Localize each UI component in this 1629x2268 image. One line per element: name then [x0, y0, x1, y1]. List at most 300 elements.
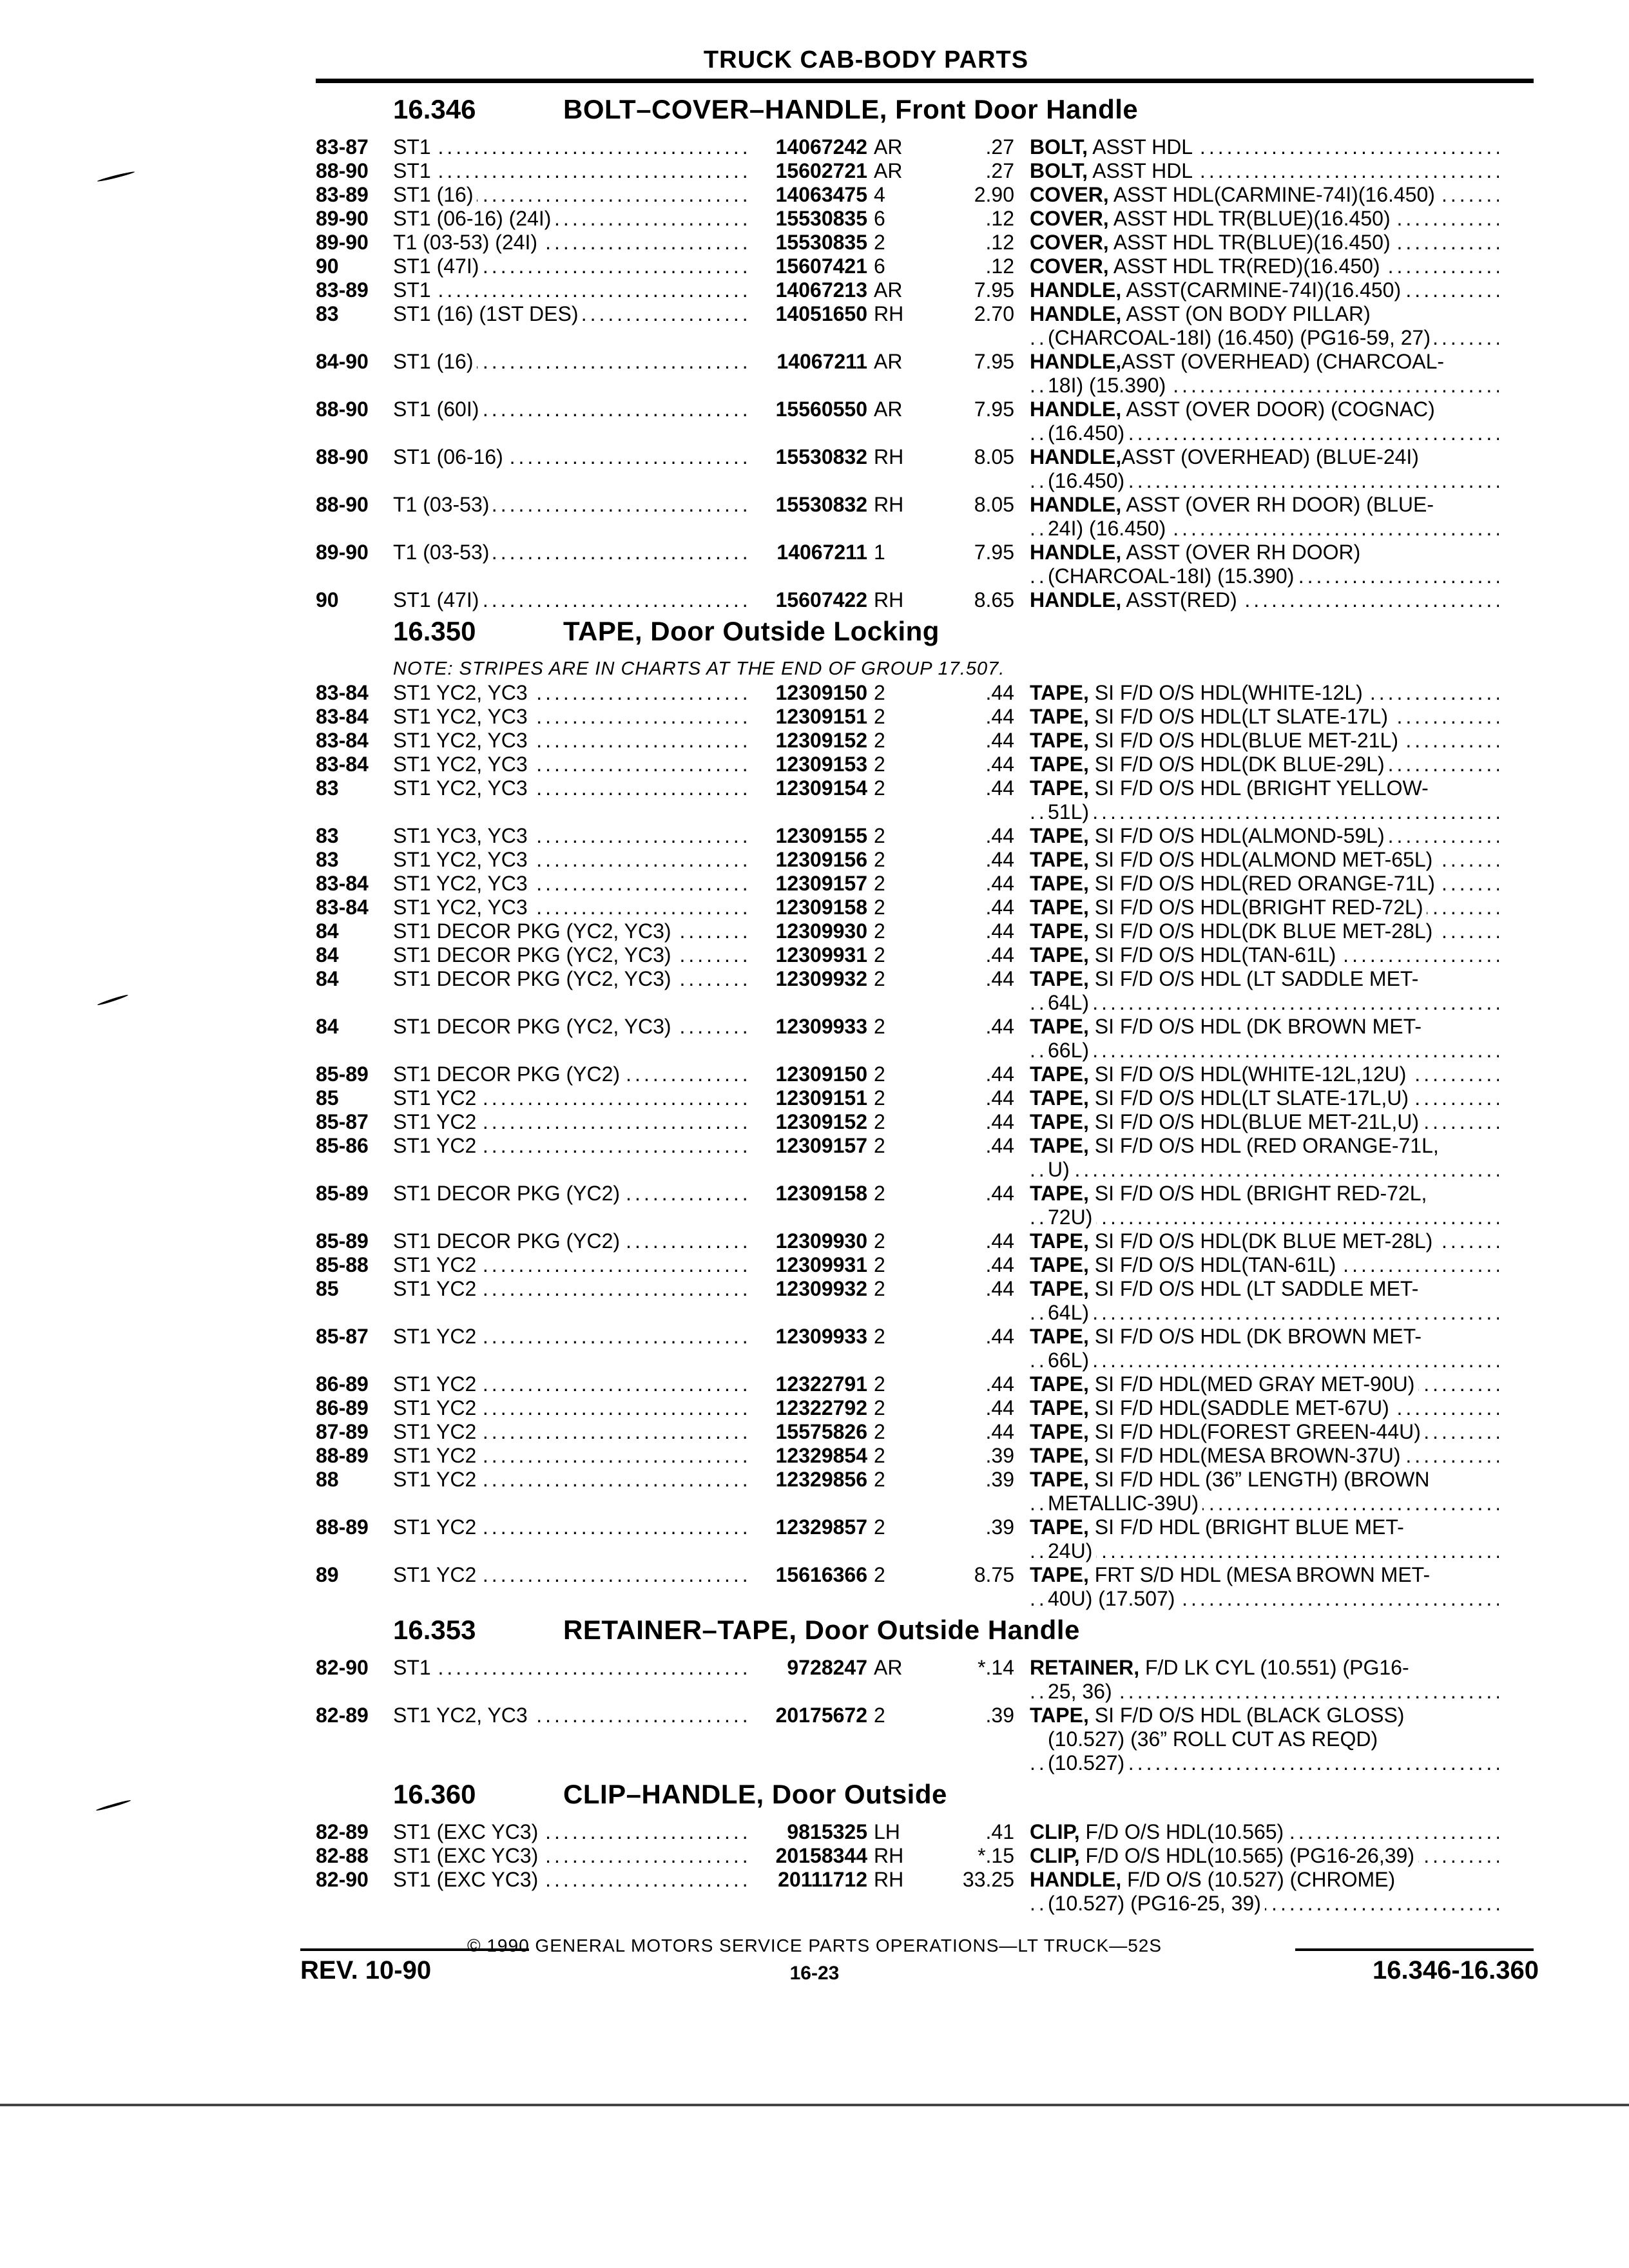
description-text	[1030, 231, 1394, 254]
model-code	[393, 1468, 747, 1515]
description-text	[1048, 1680, 1116, 1703]
quantity: AR	[874, 1656, 903, 1679]
price: .44	[985, 967, 1014, 990]
description-text	[1048, 374, 1170, 397]
parts-row	[316, 753, 1540, 776]
quantity: AR	[874, 398, 903, 421]
description-keyword: TAPE,	[1030, 824, 1089, 847]
model-years: 89	[316, 1563, 339, 1586]
description-line	[1030, 1844, 1499, 1868]
model-code-text: T1 (03-53) (24I)	[393, 231, 541, 254]
price: .44	[985, 1396, 1014, 1419]
model-code	[393, 159, 747, 183]
description-line	[1030, 493, 1499, 517]
model-years: 83-84	[316, 729, 369, 752]
model-code	[393, 1325, 747, 1372]
quantity: 2	[874, 824, 885, 847]
description-keyword: HANDLE,	[1030, 493, 1122, 516]
description-text	[1030, 1396, 1393, 1419]
description-line	[1030, 705, 1499, 729]
description-detail: ASST(CARMINE-74I)(16.450)	[1121, 278, 1402, 302]
parts-row	[316, 872, 1540, 896]
model-code-text: ST1 YC2, YC3	[393, 705, 532, 728]
model-years: 83	[316, 302, 339, 325]
description-keyword: TAPE,	[1030, 1468, 1089, 1491]
description-line	[1030, 1301, 1499, 1325]
model-code	[393, 1372, 747, 1396]
description-line	[1030, 1656, 1499, 1680]
model-code-text: ST1 DECOR PKG (YC2)	[393, 1182, 624, 1205]
description-keyword: TAPE,	[1030, 1086, 1089, 1110]
model-code-text: ST1	[393, 135, 435, 159]
parts-row	[316, 1134, 1540, 1182]
model-years: 85-87	[316, 1110, 369, 1133]
description-text	[1030, 398, 1439, 421]
section-title: BOLT–COVER–HANDLE, Front Door Handle	[563, 94, 1139, 124]
description-detail: SI F/D HDL(SADDLE MET-67U)	[1088, 1396, 1389, 1419]
description-text	[1030, 350, 1448, 373]
part-description	[1022, 848, 1499, 872]
model-code	[393, 1444, 747, 1468]
description-detail: METALLIC-39U)	[1048, 1492, 1199, 1515]
price: .44	[985, 776, 1014, 800]
parts-row	[316, 493, 1540, 541]
part-number: 15616366	[775, 1563, 867, 1586]
part-description	[1022, 135, 1499, 159]
description-line	[1030, 943, 1499, 967]
description-line	[1030, 824, 1499, 848]
description-keyword: TAPE,	[1030, 776, 1089, 800]
model-code-text: ST1 DECOR PKG (YC2, YC3)	[393, 943, 675, 966]
description-line	[1030, 1680, 1499, 1704]
part-number: 15530832	[775, 493, 867, 516]
description-detail: SI F/D O/S HDL(LT SLATE-17L,U)	[1088, 1086, 1409, 1110]
footer-section-range: 16.346-16.360	[1372, 1956, 1539, 1984]
description-line	[1030, 1110, 1499, 1134]
description-line	[1030, 1372, 1499, 1396]
description-detail: 24U)	[1048, 1539, 1093, 1562]
part-description	[1022, 896, 1499, 919]
description-keyword: TAPE,	[1030, 1704, 1089, 1727]
description-text	[1048, 1039, 1093, 1062]
quantity: 2	[874, 1444, 885, 1467]
description-text	[1030, 1820, 1287, 1843]
part-description	[1022, 1396, 1499, 1420]
price: .44	[985, 753, 1014, 776]
price: .44	[985, 1134, 1014, 1157]
description-line	[1030, 1206, 1499, 1229]
description-text	[1030, 1253, 1340, 1276]
part-number: 14067211	[776, 541, 867, 564]
part-number: 12309153	[775, 753, 867, 776]
description-detail: SI F/D O/S HDL (RED ORANGE-71L,	[1088, 1134, 1439, 1157]
description-detail: SI F/D O/S HDL (DK BROWN MET-	[1088, 1015, 1422, 1038]
description-text	[1030, 705, 1392, 728]
parts-row	[316, 824, 1540, 848]
part-description	[1022, 1110, 1499, 1134]
model-code-text: ST1 DECOR PKG (YC2, YC3)	[393, 967, 675, 990]
model-code	[393, 776, 747, 824]
description-text	[1030, 1704, 1408, 1727]
margin-mark	[97, 994, 129, 1006]
description-detail: ASST HDL TR(RED)(16.450)	[1108, 255, 1380, 278]
part-description	[1022, 1015, 1499, 1062]
model-code-text: ST1	[393, 159, 435, 182]
part-description	[1022, 541, 1499, 588]
section-number: 16.360	[393, 1779, 476, 1809]
quantity: 2	[874, 681, 885, 704]
quantity: LH	[874, 1820, 900, 1843]
model-code-text: ST1 YC2	[393, 1277, 480, 1300]
model-code-text: ST1 DECOR PKG (YC2, YC3)	[393, 1015, 675, 1038]
part-number: 12309931	[775, 943, 867, 966]
description-text	[1030, 493, 1438, 516]
description-line	[1030, 1751, 1499, 1775]
quantity: 1	[874, 541, 885, 564]
model-years: 88-90	[316, 398, 369, 421]
model-code	[393, 1015, 747, 1062]
model-code	[393, 729, 747, 753]
model-years: 82-90	[316, 1656, 369, 1679]
description-text	[1048, 991, 1093, 1014]
description-detail: SI F/D O/S HDL(BRIGHT RED-72L)	[1088, 896, 1423, 919]
part-number: 14067211	[776, 350, 867, 373]
part-number: 12309932	[775, 967, 867, 990]
description-detail: ASST (OVER RH DOOR)	[1121, 541, 1361, 564]
description-line	[1030, 541, 1499, 564]
description-detail: SI F/D O/S HDL(LT SLATE-17L)	[1088, 705, 1388, 728]
section-title: RETAINER–TAPE, Door Outside Handle	[563, 1615, 1080, 1645]
section-number: 16.353	[393, 1615, 476, 1645]
model-years: 85-89	[316, 1182, 369, 1205]
description-line	[1030, 776, 1499, 800]
part-number: 12309930	[775, 1229, 867, 1253]
description-line	[1030, 1492, 1499, 1515]
part-description	[1022, 398, 1499, 445]
quantity: 2	[874, 1086, 885, 1110]
model-years: 82-89	[316, 1820, 369, 1843]
price: *.14	[978, 1656, 1014, 1679]
quantity: AR	[874, 159, 903, 182]
model-years: 83-84	[316, 872, 369, 895]
model-code-text: ST1 (47I)	[393, 255, 483, 278]
parts-row	[316, 445, 1540, 493]
parts-row	[316, 705, 1540, 729]
model-years: 88-89	[316, 1444, 369, 1467]
price: .44	[985, 1110, 1014, 1133]
part-description	[1022, 445, 1499, 493]
model-code-text: ST1 (16)	[393, 183, 477, 206]
model-code	[393, 1844, 747, 1868]
description-text	[1048, 1206, 1096, 1229]
description-line	[1030, 469, 1499, 493]
description-line	[1030, 302, 1499, 326]
description-keyword: TAPE,	[1030, 1182, 1089, 1205]
part-description	[1022, 159, 1499, 183]
model-code	[393, 398, 747, 445]
description-line	[1030, 183, 1499, 207]
description-detail: (10.527) (36” ROLL CUT AS REQD)	[1048, 1727, 1378, 1751]
price: *.15	[978, 1844, 1014, 1867]
model-years: 83-89	[316, 183, 369, 206]
model-code	[393, 135, 747, 159]
parts-row	[316, 1253, 1540, 1277]
part-description	[1022, 729, 1499, 753]
price: .39	[985, 1515, 1014, 1539]
model-code	[393, 1563, 747, 1611]
description-text	[1030, 1444, 1404, 1467]
model-years: 84	[316, 919, 339, 943]
model-years: 83-89	[316, 278, 369, 302]
part-number: 12309156	[775, 848, 867, 871]
section-header	[316, 94, 1540, 135]
header-rule	[316, 79, 1534, 83]
description-text	[1048, 564, 1298, 588]
description-line	[1030, 374, 1499, 398]
part-description	[1022, 1468, 1499, 1515]
parts-row	[316, 159, 1540, 183]
description-line	[1030, 1039, 1499, 1062]
model-years: 82-88	[316, 1844, 369, 1867]
price: .27	[985, 135, 1014, 159]
quantity: RH	[874, 588, 904, 611]
parts-row	[316, 1468, 1540, 1515]
description-detail: ASST HDL TR(BLUE)(16.450)	[1108, 207, 1391, 230]
model-code-text: ST1 YC2, YC3	[393, 753, 532, 776]
parts-row	[316, 1110, 1540, 1134]
price: .44	[985, 919, 1014, 943]
description-text	[1048, 1892, 1265, 1915]
model-code	[393, 183, 747, 207]
description-keyword: TAPE,	[1030, 1253, 1089, 1276]
description-detail: 66L)	[1048, 1039, 1090, 1062]
description-detail: SI F/D O/S HDL (BLACK GLOSS)	[1088, 1704, 1405, 1727]
description-text	[1048, 469, 1128, 492]
description-keyword: HANDLE,	[1030, 541, 1122, 564]
description-detail: SI F/D O/S HDL(WHITE-12L)	[1088, 681, 1363, 704]
parts-row	[316, 302, 1540, 350]
description-detail: ASST(RED)	[1121, 588, 1237, 611]
part-description	[1022, 1868, 1499, 1916]
price: .44	[985, 681, 1014, 704]
description-text	[1048, 1158, 1074, 1181]
model-code-text: ST1 (16) (1ST DES)	[393, 302, 582, 325]
price: 8.65	[974, 588, 1014, 611]
model-years: 83-84	[316, 705, 369, 728]
description-keyword: TAPE,	[1030, 1134, 1089, 1157]
description-text	[1030, 753, 1389, 776]
description-line	[1030, 1229, 1499, 1253]
part-number: 12322791	[775, 1372, 867, 1396]
part-number: 12329856	[775, 1468, 867, 1491]
description-text	[1048, 1751, 1128, 1774]
description-text	[1030, 729, 1402, 752]
description-line	[1030, 159, 1499, 183]
description-keyword: HANDLE,	[1030, 302, 1122, 325]
part-number: 12309154	[775, 776, 867, 800]
quantity: 2	[874, 1325, 885, 1348]
parts-row	[316, 1704, 1540, 1775]
parts-row	[316, 1229, 1540, 1253]
description-detail: U)	[1048, 1158, 1070, 1181]
part-description	[1022, 302, 1499, 350]
model-code-text: ST1 YC2	[393, 1086, 480, 1110]
description-detail: SI F/D O/S HDL(TAN-61L)	[1088, 943, 1336, 966]
description-detail: 18I) (15.390)	[1048, 374, 1166, 397]
part-number: 14051650	[775, 302, 867, 325]
quantity: 2	[874, 1372, 885, 1396]
part-description	[1022, 824, 1499, 848]
part-number: 12309150	[775, 681, 867, 704]
description-keyword: TAPE,	[1030, 1277, 1089, 1300]
part-description	[1022, 919, 1499, 943]
description-line	[1030, 1396, 1499, 1420]
part-number: 20158344	[775, 1844, 867, 1867]
model-code-text: ST1 YC2, YC3	[393, 776, 532, 800]
model-years: 90	[316, 255, 339, 278]
price: .44	[985, 943, 1014, 966]
part-description	[1022, 588, 1499, 612]
model-code	[393, 896, 747, 919]
description-line	[1030, 1062, 1499, 1086]
page-header-title: TRUCK CAB-BODY PARTS	[703, 46, 1029, 73]
part-number: 12309152	[775, 729, 867, 752]
quantity: 2	[874, 872, 885, 895]
model-code	[393, 681, 747, 705]
parts-row	[316, 1844, 1540, 1868]
parts-row	[316, 681, 1540, 705]
description-detail: 25, 36)	[1048, 1680, 1112, 1703]
part-description	[1022, 753, 1499, 776]
description-detail: ASST (OVERHEAD) (BLUE-24I)	[1121, 445, 1419, 468]
price: .44	[985, 1325, 1014, 1348]
model-code	[393, 705, 747, 729]
part-number: 12309151	[775, 705, 867, 728]
description-text	[1030, 1656, 1413, 1679]
parts-row	[316, 1563, 1540, 1611]
price: .44	[985, 896, 1014, 919]
part-description	[1022, 1372, 1499, 1396]
description-detail: (16.450)	[1048, 421, 1125, 445]
description-detail: F/D O/S HDL(10.565)	[1079, 1820, 1284, 1843]
quantity: 2	[874, 1515, 885, 1539]
description-keyword: TAPE,	[1030, 1229, 1089, 1253]
quantity: 6	[874, 207, 885, 230]
model-years: 83	[316, 776, 339, 800]
description-line	[1030, 991, 1499, 1015]
description-keyword: TAPE,	[1030, 1015, 1089, 1038]
description-text	[1030, 445, 1423, 468]
model-years: 85-89	[316, 1062, 369, 1086]
part-description	[1022, 255, 1499, 278]
description-detail: (16.450)	[1048, 469, 1125, 492]
description-keyword: BOLT,	[1030, 159, 1088, 182]
quantity: AR	[874, 135, 903, 159]
model-code	[393, 1277, 747, 1325]
part-description	[1022, 1515, 1499, 1563]
parts-row	[316, 207, 1540, 231]
description-text	[1048, 800, 1093, 823]
model-years: 82-90	[316, 1868, 369, 1891]
description-keyword: TAPE,	[1030, 1325, 1089, 1348]
model-years: 88	[316, 1468, 339, 1491]
description-line	[1030, 967, 1499, 991]
parts-row	[316, 1182, 1540, 1229]
description-text	[1030, 1277, 1422, 1300]
description-text	[1030, 302, 1374, 325]
description-keyword: TAPE,	[1030, 753, 1089, 776]
description-text	[1030, 1110, 1423, 1133]
model-code-text: T1 (03-53)	[393, 541, 493, 564]
parts-row	[316, 231, 1540, 255]
model-code	[393, 255, 747, 278]
parts-row	[316, 398, 1540, 445]
description-line	[1030, 1892, 1499, 1916]
description-line	[1030, 1086, 1499, 1110]
model-code-text: ST1 YC2	[393, 1253, 480, 1276]
model-years: 83	[316, 848, 339, 871]
model-code	[393, 1134, 747, 1182]
model-code-text: ST1 YC2, YC3	[393, 1704, 532, 1727]
model-years: 88-90	[316, 493, 369, 516]
description-detail: SI F/D HDL(FOREST GREEN-44U)	[1088, 1420, 1421, 1443]
description-text	[1030, 541, 1364, 564]
parts-row	[316, 278, 1540, 302]
part-number: 15607421	[775, 255, 867, 278]
description-text	[1048, 1727, 1382, 1751]
description-line	[1030, 1420, 1499, 1444]
price: .44	[985, 1182, 1014, 1205]
description-line	[1030, 445, 1499, 469]
description-line	[1030, 1868, 1499, 1892]
description-line	[1030, 1015, 1499, 1039]
quantity: RH	[874, 493, 904, 516]
description-detail: SI F/D O/S HDL(ALMOND-59L)	[1088, 824, 1385, 847]
model-years: 82-89	[316, 1704, 369, 1727]
part-description	[1022, 1253, 1499, 1277]
description-keyword: TAPE,	[1030, 848, 1089, 871]
description-detail: 24I) (16.450)	[1048, 517, 1166, 540]
part-description	[1022, 1820, 1499, 1844]
description-detail: SI F/D O/S HDL(BLUE MET-21L)	[1088, 729, 1398, 752]
model-years: 89-90	[316, 541, 369, 564]
description-text	[1030, 207, 1394, 230]
description-line	[1030, 255, 1499, 278]
description-keyword: CLIP,	[1030, 1820, 1080, 1843]
description-line	[1030, 1727, 1499, 1751]
model-years: 85	[316, 1277, 339, 1300]
description-detail: SI F/D O/S HDL (LT SADDLE MET-	[1088, 1277, 1419, 1300]
description-text	[1048, 1539, 1096, 1562]
footer-copyright: © 1990 GENERAL MOTORS SERVICE PARTS OPERATIONS—LT TRUCK—52S	[467, 1936, 1162, 1956]
description-line	[1030, 326, 1499, 350]
description-line	[1030, 278, 1499, 302]
model-code	[393, 207, 747, 231]
quantity: 2	[874, 705, 885, 728]
description-detail: 66L)	[1048, 1349, 1090, 1372]
part-number: 12309157	[775, 872, 867, 895]
parts-row	[316, 1372, 1540, 1396]
part-description	[1022, 1844, 1499, 1868]
description-detail: (10.527)	[1048, 1751, 1125, 1774]
model-code	[393, 1820, 747, 1844]
description-detail: 64L)	[1048, 1301, 1090, 1324]
quantity: 2	[874, 776, 885, 800]
description-line	[1030, 207, 1499, 231]
description-keyword: HANDLE,	[1030, 445, 1122, 468]
part-number: 15602721	[775, 159, 867, 182]
model-years: 83-84	[316, 681, 369, 704]
